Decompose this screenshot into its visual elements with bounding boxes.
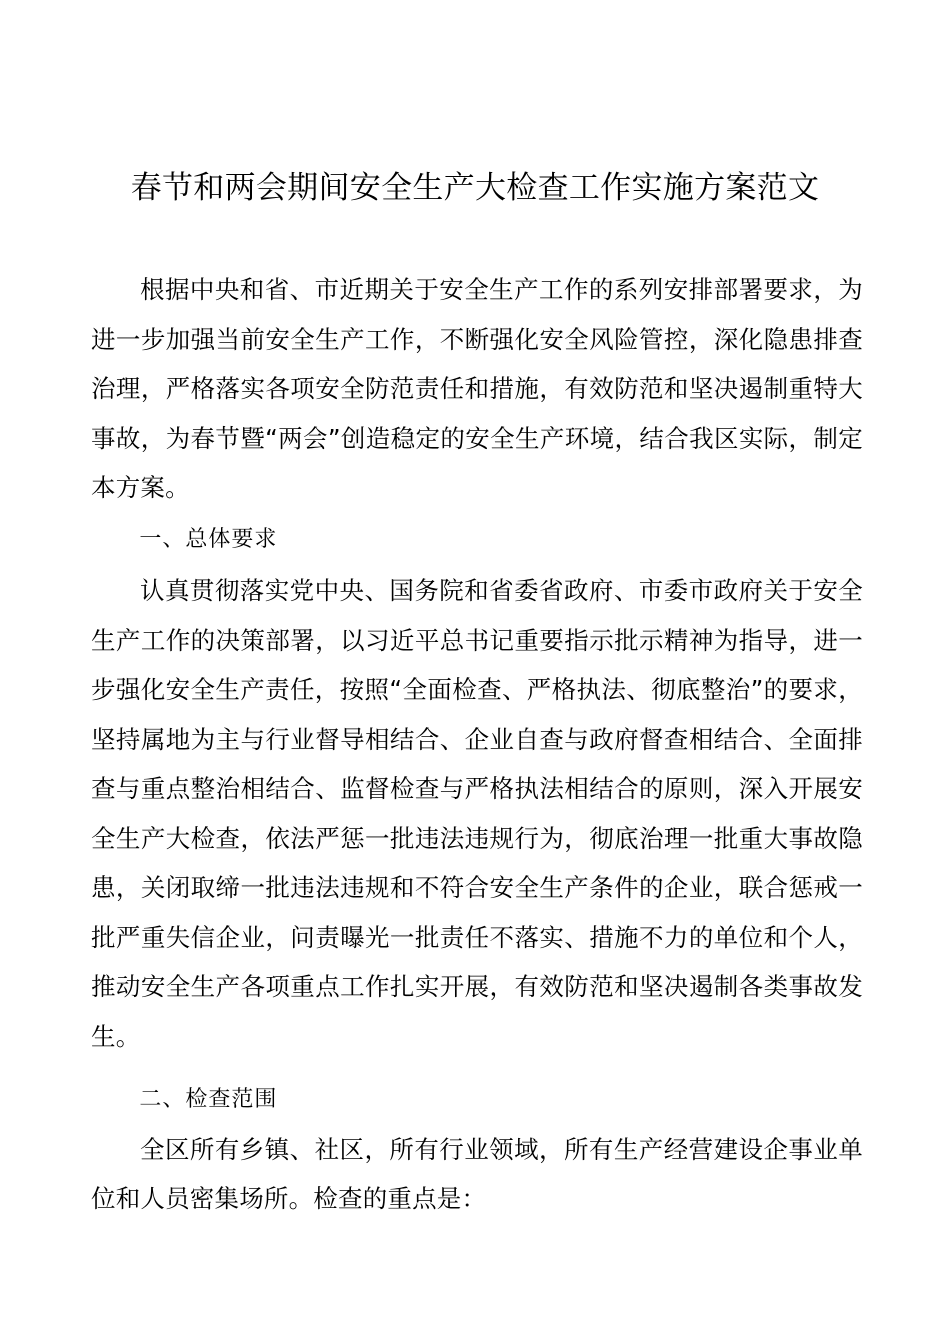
section-paragraph-overall-requirements: 认真贯彻落实党中央、国务院和省委省政府、市委市政府关于安全生产工作的决策部署，以习近平总书记重要指示批示精神为指导，进一步强化安全生产责任，按照“全面检查、严格执法、彻底整治”的要求，坚持属地为主与行业督导相结合、企业自查与政府督查相结合、全面排查与重点整治相结合、监督检查与严格执法相结合的原则，深入开展安全生产大检查，依法严惩一批违法违规行为，彻底治理一批重大事故隐患，关闭取缔一批违法违规和不符合安全生产条件的企业，联合惩戒一批严重失信企业，问责曝光一批责任不落实、措施不力的单位和个人，推动安全生产各项重点工作扎实开展，有效防范和坚决遏制各类事故发生。 bbox=[91, 576, 863, 1051]
section-heading-inspection-scope: 二、检查范围 bbox=[139, 1087, 278, 1112]
document-body bbox=[91, 265, 863, 1224]
section-paragraph-inspection-scope: 全区所有乡镇、社区，所有行业领域，所有生产经营建设企事业单位和人员密集场所。检查的重点是： bbox=[91, 1134, 863, 1213]
section-heading-overall-requirements: 一、总体要求 bbox=[139, 526, 278, 552]
document-title: 春节和两会期间安全生产大检查工作实施方案范文 bbox=[130, 170, 820, 206]
intro-paragraph: 根据中央和省、市近期关于安全生产工作的系列安排部署要求，为进一步加强当前安全生产工作，不断强化安全风险管控，深化隐患排查治理，严格落实各项安全防范责任和措施，有效防范和坚决遏制重特大事故，为春节暨“两会”创造稳定的安全生产环境，结合我区实际，制定本方案。 bbox=[91, 275, 863, 502]
